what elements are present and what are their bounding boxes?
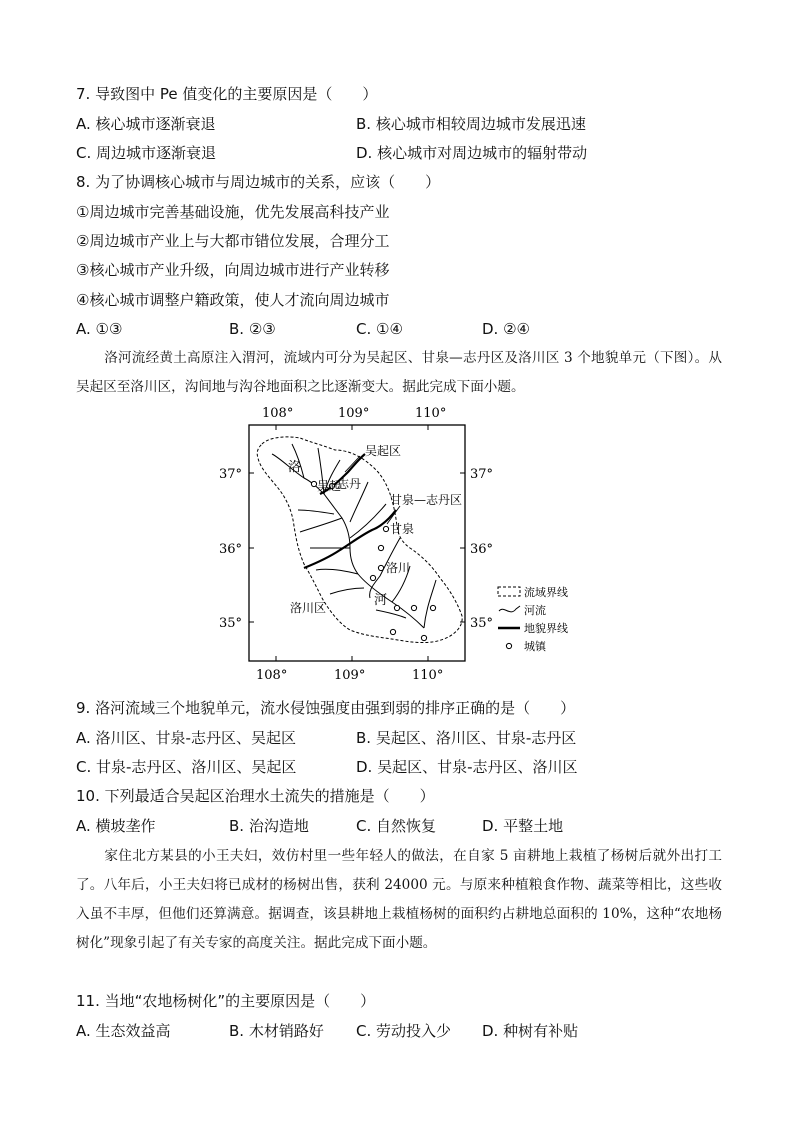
passage-luo-river-text: 洛河流经黄土高原注入渭河，流域内可分为吴起区、甘泉—志丹区及洛川区 3 个地貌单元（下图）。从吴起区至洛川区，沟间地与沟谷地面积之比逐渐变大。据此完成下面小题。: [76, 350, 722, 395]
question-11-stem: 11. 当地“农地杨树化”的主要原因是（ ）: [76, 992, 376, 1010]
lon-top-109: 109°: [338, 406, 370, 421]
legend-town: 城镇: [524, 640, 546, 653]
question-8-stem: 8. 为了协调核心城市与周边城市的关系，应该（ ）: [76, 173, 441, 191]
town-unnamed-3: [394, 605, 399, 610]
town-wuqi: [311, 481, 316, 486]
lon-bottom-109: 109°: [334, 668, 366, 683]
question-10-stem: 10. 下列最适合吴起区治理水土流失的措施是（ ）: [76, 787, 435, 805]
lat-right-36: 36°: [470, 542, 494, 557]
question-8-option-a: A. ①③: [76, 320, 123, 338]
question-9-option-b: B. 吴起区、洛川区、甘泉-志丹区: [356, 729, 577, 747]
passage-luo-river: [76, 344, 722, 402]
legend-river: 河流: [524, 604, 546, 617]
question-9-option-d: D. 吴起区、甘泉-志丹区、洛川区: [356, 758, 578, 776]
question-7-option-a: A. 核心城市逐渐衰退: [76, 115, 216, 133]
question-8-option-d: D. ②④: [482, 320, 530, 338]
lon-top-110: 110°: [415, 406, 447, 421]
lat-left-37: 37°: [219, 467, 243, 482]
question-8-item-2: ②周边城市产业上与大都市错位发展，合理分工: [76, 232, 390, 250]
lat-left-35: 35°: [219, 616, 243, 631]
legend-basin-symbol: [498, 587, 520, 596]
town-unnamed-7: [421, 635, 426, 640]
question-7-option-d: D. 核心城市对周边城市的辐射带动: [356, 144, 588, 162]
question-7-option-b: B. 核心城市相较周边城市发展迅速: [356, 115, 586, 133]
question-8-option-c: C. ①④: [356, 320, 403, 338]
label-luochuan-town: 洛川: [386, 561, 411, 575]
question-11-option-c: C. 劳动投入少: [356, 1022, 452, 1040]
label-luochuan-region: 洛川区: [290, 601, 327, 615]
lat-right-35: 35°: [470, 616, 494, 631]
question-10-option-b: B. 治沟造地: [229, 817, 309, 835]
town-unnamed-6: [390, 629, 395, 634]
landform-boundary-south: [304, 510, 396, 568]
question-7-stem: 7. 导致图中 Pe 值变化的主要原因是（ ）: [76, 85, 378, 103]
legend-basin: 流域界线: [524, 586, 568, 599]
label-zhidan: 志丹: [337, 477, 362, 491]
legend-landform: 地貌界线: [524, 622, 568, 635]
question-11-option-d: D. 种树有补贴: [482, 1022, 579, 1040]
label-ganquan-town: 甘泉: [390, 522, 415, 536]
question-11-option-b: B. 木材销路好: [229, 1022, 324, 1040]
lon-top-108: 108°: [262, 406, 294, 421]
lat-right-37: 37°: [470, 467, 494, 482]
town-unnamed-5: [430, 605, 435, 610]
question-9-option-a: A. 洛川区、甘泉-志丹区、吴起区: [76, 729, 296, 747]
question-9-option-c: C. 甘泉-志丹区、洛川区、吴起区: [76, 758, 297, 776]
question-10-option-c: C. 自然恢复: [356, 817, 437, 835]
question-10-option-d: D. 平整土地: [482, 817, 564, 835]
legend-river-symbol: [499, 606, 520, 612]
question-11-option-a: A. 生态效益高: [76, 1022, 171, 1040]
town-unnamed-2: [370, 575, 375, 580]
town-unnamed-1: [378, 545, 383, 550]
lat-left-36: 36°: [219, 542, 243, 557]
map-svg: [200, 398, 595, 688]
label-wuqi-region: 吴起区: [365, 444, 402, 458]
town-ganquan: [383, 526, 388, 531]
question-8-item-3: ③核心城市产业升级，向周边城市进行产业转移: [76, 261, 390, 279]
town-luochuan: [378, 565, 383, 570]
label-wuqi-town: 吴起: [317, 479, 342, 493]
question-10-option-a: A. 横坡垄作: [76, 817, 156, 835]
lon-bottom-110: 110°: [412, 668, 444, 683]
question-8-item-4: ④核心城市调整户籍政策，使人才流向周边城市: [76, 291, 390, 309]
lon-bottom-108: 108°: [256, 668, 288, 683]
luo-river-basin-map: [200, 398, 595, 688]
legend-town-symbol: [506, 643, 511, 648]
question-7-option-c: C. 周边城市逐渐衰退: [76, 144, 217, 162]
question-8-option-b: B. ②③: [229, 320, 276, 338]
question-9-stem: 9. 洛河流域三个地貌单元，流水侵蚀强度由强到弱的排序正确的是（ ）: [76, 699, 576, 717]
passage-poplar-text: 家住北方某县的小王夫妇，效仿村里一些年轻人的做法，在自家 5 亩耕地上栽植了杨树后就外出打工了。八年后，小王夫妇将已成材的杨树出售，获利 24000 元。与原来种植粮食作物、蔬菜等相比，这些收入虽不丰厚，但他们还算满意。据调查，该县耕地上栽植杨树的面积约占耕地总面积的 10%，这种“农地杨树化”现象引起了有关专家的高度关注。据此完成下面小题。: [76, 848, 722, 951]
town-unnamed-4: [411, 605, 416, 610]
label-ganquan-region: 甘泉—志丹区: [390, 493, 463, 507]
passage-poplar: [76, 842, 722, 958]
map-legend: [498, 585, 568, 653]
question-8-item-1: ①周边城市完善基础设施，优先发展高科技产业: [76, 203, 390, 221]
label-he: 河: [374, 593, 388, 608]
label-luo: 洛: [288, 460, 302, 475]
